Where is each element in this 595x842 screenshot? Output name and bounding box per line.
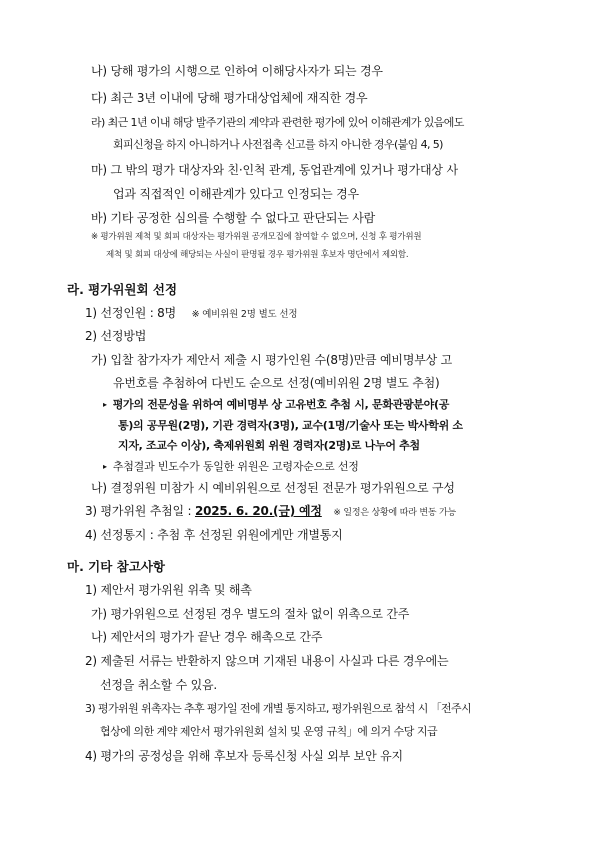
exclusion-note-line2: 제척 및 회피 대상에 해당되는 사실이 판명될 경우 평가위원 후보자 명단에서 제외함.: [106, 250, 409, 260]
item-ba: 바) 기타 공정한 심의를 수행할 수 없다고 판단되는 사람: [91, 211, 376, 225]
item-ma-line1: 마) 그 밖의 평가 대상자와 친·인척 관계, 동업관계에 있거나 평가대상 사: [91, 163, 458, 177]
item-ra-line2: 회피신청을 하지 아니하거나 사전접촉 신고를 하지 아니한 경우(붙임 4, 5): [113, 138, 443, 151]
item-da: 다) 최근 3년 이내에 당해 평가대상업체에 재직한 경우: [91, 91, 368, 105]
section-ra-heading: 라. 평가위원회 선정: [67, 282, 178, 297]
ma-item3-line2: 협상에 의한 계약 제안서 평가위원회 설치 및 운영 규칙」에 의거 수당 지급: [100, 725, 438, 738]
item-na: 나) 당해 평가의 시행으로 인하여 이해당사자가 되는 경우: [91, 64, 383, 78]
ma-item1-na: 나) 제안서의 평가가 끝난 경우 해촉으로 간주: [91, 630, 323, 644]
ra-bullet2-text: 추첨결과 빈도수가 동일한 위원은 고령자순으로 선정: [112, 460, 359, 473]
ma-item2-line2: 선정을 취소할 수 있음.: [100, 678, 217, 692]
triangle-bullet-icon: ▸: [103, 400, 107, 409]
exclusion-note-line1: ※ 평가위원 제척 및 회피 대상자는 평가위원 공개모집에 참여할 수 없으며, 신청 후 평가위원: [91, 232, 422, 242]
ra-item2-ga-line1: 가) 입찰 참가자가 제안서 제출 시 평가인원 수(8명)만큼 예비명부상 고: [91, 353, 452, 367]
ra-bullet1-text: 평가의 전문성을 위하여 예비명부 상 고유번호 추첨 시, 문화관광분야(공: [112, 398, 450, 411]
ma-item4: 4) 평가의 공정성을 위해 후보자 등록신청 사실 외부 보안 유지: [85, 749, 403, 763]
ma-item1: 1) 제안서 평가위원 위촉 및 해촉: [85, 583, 252, 597]
ra-item3-note: ※ 일정은 상황에 따라 변동 가능: [333, 508, 456, 518]
ma-item1-ga: 가) 평가위원으로 선정된 경우 별도의 절차 없이 위촉으로 간주: [91, 607, 410, 621]
ra-item2-ga-line2: 유번호를 추첨하여 다빈도 순으로 선정(예비위원 2명 별도 추첨): [113, 376, 440, 390]
ra-item1-note: ※ 예비위원 2명 별도 선정: [191, 309, 298, 320]
item-ra-line1: 라) 최근 1년 이내 해당 발주기관의 계약과 관련한 평가에 있어 이해관계가 있음에도: [91, 116, 464, 129]
ma-item2-line1: 2) 제출된 서류는 반환하지 않으며 기재된 내용이 사실과 다른 경우에는: [85, 654, 449, 668]
item-ma-line2: 업과 직접적인 이해관계가 있다고 인정되는 경우: [113, 187, 359, 201]
ra-bullet1-line3: 지자, 조교수 이상), 축제위원회 위원 경력자(2명)로 나누어 추첨: [118, 439, 420, 452]
ra-item3: [85, 503, 456, 519]
ma-item3-line1: 3) 평가위원 위촉자는 추후 평가일 전에 개별 통지하고, 평가위원으로 참석 시 「전주시: [85, 702, 472, 715]
ra-item4: 4) 선정통지 : 추첨 후 선정된 위원에게만 개별통지: [85, 528, 343, 542]
triangle-bullet-icon: ▸: [103, 462, 107, 471]
ra-item1: [85, 305, 297, 321]
ra-item1-text: 1) 선정인원 : 8명: [85, 306, 176, 320]
ra-bullet1-line2: 통)의 공무원(2명), 기관 경력자(3명), 교수(1명/기술사 또는 박사학위 소: [118, 419, 463, 432]
ra-item3-label: 3) 평가위원 추첨일 :: [85, 504, 195, 518]
ra-bullet1-line1: [103, 397, 449, 413]
ra-item3-date: 2025. 6. 20.(금) 예정: [194, 504, 322, 518]
ra-item2-na: 나) 결정위원 미참가 시 예비위원으로 선정된 전문가 평가위원으로 구성: [91, 481, 455, 495]
ra-bullet2: [103, 459, 359, 475]
section-ma-heading: 마. 기타 참고사항: [67, 559, 165, 574]
ra-item2: 2) 선정방법: [85, 329, 147, 343]
